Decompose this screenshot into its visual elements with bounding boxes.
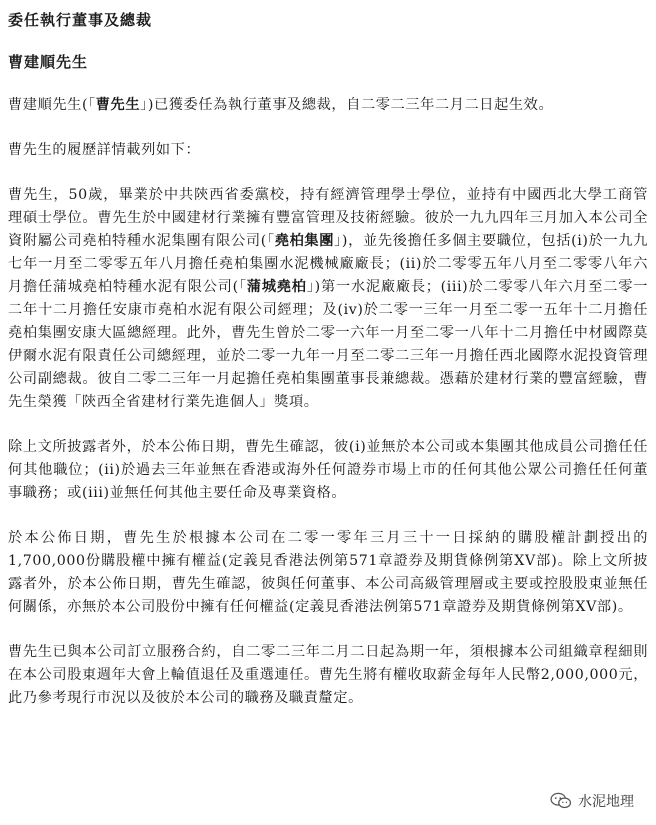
text-segment: 曹建順先生(「	[8, 97, 96, 113]
defined-term: 蒲城堯柏	[246, 279, 307, 295]
disclosure-paragraph: 除上文所披露者外，於本公佈日期，曹先生確認，彼(i)並無於本公司或本集團其他成員公司擔任任何其他職位；(ii)於過去三年並無在香港或海外任何證券市場上市的任何其他公眾公司擔任任何董事職務；或(iii)並無任何其他主要任命及專業資格。	[8, 439, 648, 501]
appointment-paragraph	[8, 94, 648, 117]
interests-paragraph: 於本公佈日期，曹先生於根據本公司在二零一零年三月三十一日採納的購股權計劃授出的1,700,000份購股權中擁有權益(定義見香港法例第571章證券及期貨條例第XV部)。除上文所披露者外，於本公佈日期，曹先生確認，彼與任何董事、本公司高級管理層或主要或控股股東並無任何關係，亦無於本公司股份中擁有任何權益(定義見香港法例第571章證券及期貨條例第XV部)。	[8, 530, 648, 615]
defined-term: 堯柏集團	[274, 233, 335, 249]
defined-term: 曹先生	[95, 97, 141, 113]
announcement-document	[8, 10, 648, 732]
watermark-text: 水泥地理	[578, 794, 634, 810]
wechat-icon	[550, 792, 572, 810]
section-heading: 委任執行董事及總裁	[8, 11, 153, 29]
biography-intro-paragraph: 曹先生的履歷詳情載列如下：	[8, 142, 201, 158]
text-segment: 」)第一水泥廠廠長；(iii)於二零零八年六月至二零一二年十二月擔任安康市堯柏水泥有限公司經理；及(iv)於二零一三年一月至二零一五年十二月擔任堯柏集團安康大區總經理。此外，曹先生曾於二零一六年一月至二零一八年十二月擔任中材國際莫伊爾水泥有限責任公司總經理，並於二零一九年一月至二零二三年一月擔任西北國際水泥投資管理公司副總裁。彼自二零二三年一月起擔任堯柏集團董事長兼總裁。憑藉於建材行業的豐富經驗，曹先生榮獲「陝西全省建材行業先進個人」獎項。	[8, 279, 648, 410]
person-name-heading: 曹建順先生	[8, 53, 89, 71]
service-contract-paragraph: 曹先生已與本公司訂立服務合約，自二零二三年二月二日起為期一年，須根據本公司組織章程細則在本公司股東週年大會上輪值退任及重選連任。曹先生將有權收取薪金每年人民幣2,000,000元，此乃參考現行市況以及彼於本公司的職務及職責釐定。	[8, 644, 648, 706]
text-segment: 」)，並先後擔任多個主要職位，包括(i)於一九九七年一月至二零零五年八月擔任堯柏集團水泥機械廠廠長；(ii)於二零零五年八月至二零零八年六月擔任蒲城堯柏特種水泥有限公司(「	[8, 233, 648, 295]
watermark	[550, 791, 634, 811]
biography-paragraph	[8, 184, 648, 414]
text-segment: 曹先生，50歲，畢業於中共陝西省委黨校，持有經濟管理學士學位，並持有中國西北大學工商管理碩士學位。曹先生於中國建材行業擁有豐富管理及技術經驗。彼於一九九四年三月加入本公司全資附屬公司堯柏特種水泥集團有限公司(「	[8, 187, 648, 249]
text-segment: 」)已獲委任為執行董事及總裁，自二零二三年二月二日起生效。	[140, 97, 554, 113]
